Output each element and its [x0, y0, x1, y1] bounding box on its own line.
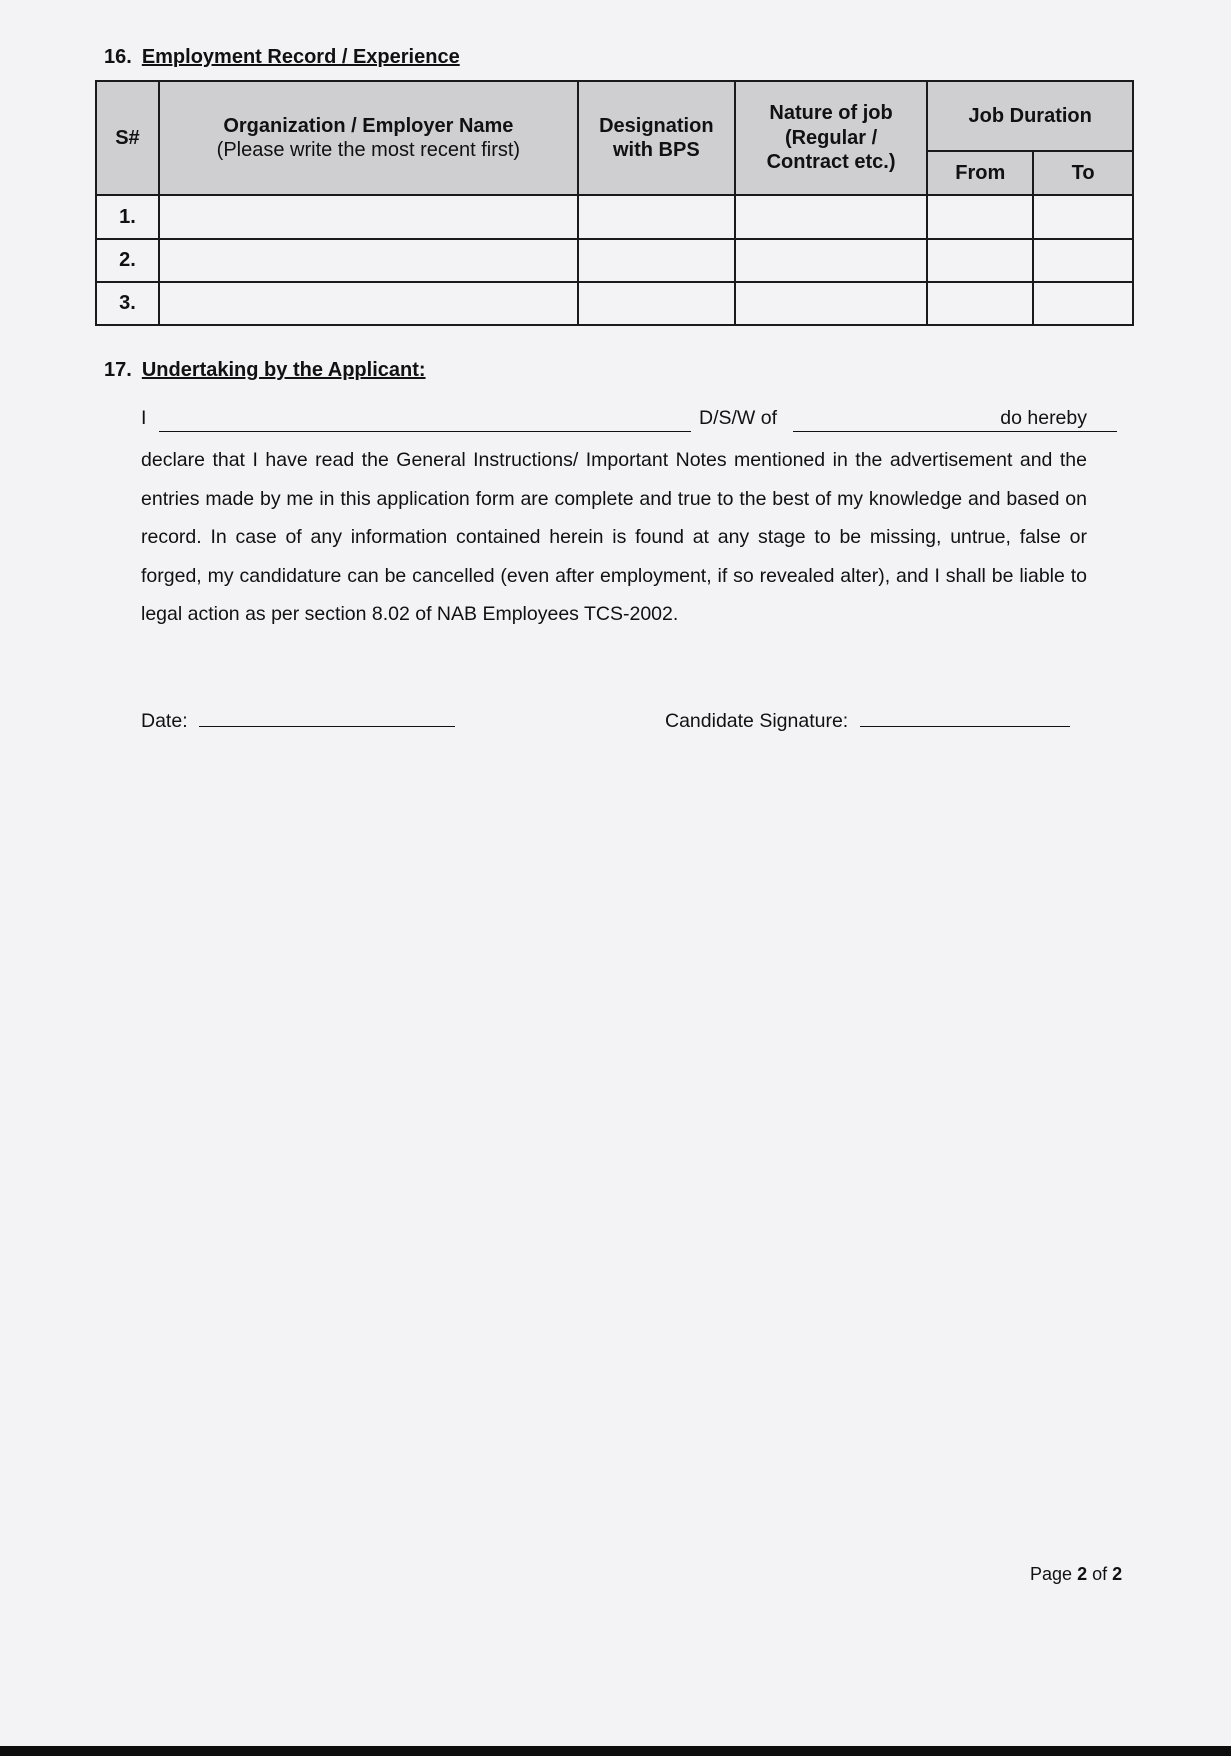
page-total: 2 [1112, 1564, 1123, 1584]
header-to: To [1033, 151, 1133, 195]
section-17-title: Undertaking by the Applicant: [141, 359, 426, 381]
header-nature-of-job [735, 81, 928, 195]
nature-cell[interactable] [735, 282, 928, 325]
undertaking-prefix: I [141, 407, 147, 429]
organization-cell[interactable] [159, 239, 578, 282]
to-cell[interactable] [1033, 239, 1133, 282]
designation-cell[interactable] [578, 282, 735, 325]
signature-blank[interactable] [860, 706, 1070, 727]
nature-cell[interactable] [735, 239, 928, 282]
page-number [1030, 1564, 1122, 1585]
page-of: of [1092, 1564, 1108, 1584]
employment-record-table [95, 80, 1134, 326]
undertaking-dsw: D/S/W of [699, 407, 778, 429]
undertaking-body: declare that I have read the General Instructions/ Important Notes mentioned in the advertisement and the entries made by me in this application form are complete and true to the best of my knowledge and based on record. In case of any information contained herein is found at any stage to be missing, untrue, false or forged, my candidature can be cancelled (even after employment, if so revealed alter), and I shall be liable to legal action as per section 8.02 of NAB Employees TCS-2002. [141, 449, 1087, 625]
designation-cell[interactable] [578, 239, 735, 282]
applicant-name-blank[interactable] [159, 407, 691, 432]
header-organization [159, 81, 578, 195]
section-16-number: 16. [104, 46, 132, 68]
header-from: From [927, 151, 1033, 195]
from-cell[interactable] [927, 239, 1033, 282]
table-row [96, 239, 1133, 282]
header-designation [578, 81, 735, 195]
header-organization-label: Organization / Employer Name [223, 114, 514, 137]
undertaking-hereby: do hereby [1000, 407, 1087, 429]
from-cell[interactable] [927, 195, 1033, 239]
header-designation-line1: Designation [599, 114, 714, 137]
header-organization-note: (Please write the most recent first) [216, 139, 521, 161]
header-designation-line2: with BPS [612, 139, 700, 161]
organization-cell[interactable] [159, 195, 578, 239]
section-17-heading [104, 359, 426, 382]
undertaking-name-line [141, 407, 1087, 439]
from-cell[interactable] [927, 282, 1033, 325]
designation-cell[interactable] [578, 195, 735, 239]
page-current: 2 [1077, 1564, 1088, 1584]
page-prefix: Page [1030, 1564, 1073, 1584]
header-nature-line3: Contract etc.) [766, 151, 896, 174]
scan-edge-bar [0, 1746, 1231, 1756]
date-label: Date: [141, 710, 188, 732]
date-blank[interactable] [199, 706, 455, 727]
header-job-duration: Job Duration [927, 81, 1133, 151]
header-nature-line1: Nature of job [769, 102, 893, 125]
header-sn: S# [96, 81, 159, 195]
header-nature-line2: (Regular / [784, 126, 878, 149]
to-cell[interactable] [1033, 195, 1133, 239]
organization-cell[interactable] [159, 282, 578, 325]
section-16-title: Employment Record / Experience [141, 46, 460, 68]
row-number: 1. [96, 195, 159, 239]
section-17-number: 17. [104, 359, 132, 381]
section-16-heading [104, 46, 460, 69]
signature-label: Candidate Signature: [665, 710, 849, 732]
to-cell[interactable] [1033, 282, 1133, 325]
table-row [96, 282, 1133, 325]
date-field [141, 706, 455, 733]
row-number: 2. [96, 239, 159, 282]
nature-cell[interactable] [735, 195, 928, 239]
signature-field [665, 706, 1070, 733]
row-number: 3. [96, 282, 159, 325]
table-row [96, 195, 1133, 239]
